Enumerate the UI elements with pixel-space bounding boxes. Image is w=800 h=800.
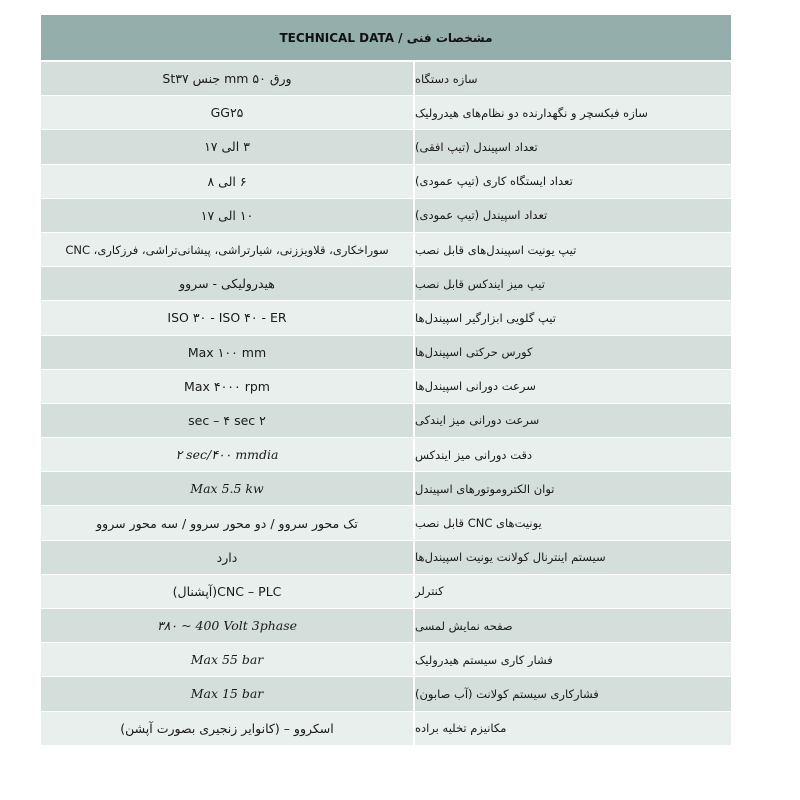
label-cell: فشارکاری سیستم کولانت (آب صابون) — [415, 677, 731, 710]
table-row — [41, 506, 731, 540]
label-cell: تعداد اسپیندل (تیپ عمودی) — [415, 199, 731, 232]
table-row — [41, 199, 731, 233]
label-cell: تعداد اسپیندل (تیپ افقی) — [415, 130, 731, 163]
value-cell: ۲ sec/۴۰۰ mmdia — [41, 438, 415, 471]
table-row — [41, 233, 731, 267]
table-row — [41, 370, 731, 404]
value-cell: ۶ الی ۸ — [41, 165, 415, 198]
table-row — [41, 541, 731, 575]
label-cell: تیپ میز ایندکس قابل نصب — [415, 267, 731, 300]
value-cell: دارد — [41, 541, 415, 574]
label-cell: سرعت دورانی میز ایندکی — [415, 404, 731, 437]
value-cell: ۳۸۰ ~ 400 Volt 3phase — [41, 609, 415, 642]
table-row — [41, 62, 731, 96]
label-cell: سازه دستگاه — [415, 62, 731, 95]
value-cell: Max 15 bar — [41, 677, 415, 710]
label-cell: مکانیزم تخلیه براده — [415, 712, 731, 745]
value-cell: ISO ۳۰ - ISO ۴۰ - ER — [41, 301, 415, 334]
label-cell: تیپ گلویی ابزارگیر اسپیندل‌ها — [415, 301, 731, 334]
label-cell: کورس حرکتی اسپیندل‌ها — [415, 336, 731, 369]
value-cell: تک محور سروو / دو محور سروو / سه محور سروو — [41, 506, 415, 539]
label-cell: تعداد ایستگاه کاری (تیپ عمودی) — [415, 165, 731, 198]
table-row — [41, 472, 731, 506]
label-cell: یونیت‌های CNC قابل نصب — [415, 506, 731, 539]
table-row — [41, 404, 731, 438]
value-cell: هیدرولیکی - سروو — [41, 267, 415, 300]
table-title: TECHNICAL DATA / مشخصات فنی — [41, 15, 731, 62]
label-cell: صفحه نمایش لمسی — [415, 609, 731, 642]
table-row — [41, 575, 731, 609]
value-cell: ۲ sec – ۴ sec — [41, 404, 415, 437]
technical-data-table — [41, 15, 731, 746]
table-row — [41, 438, 731, 472]
value-cell: Max 5.5 kw — [41, 472, 415, 505]
table-row — [41, 165, 731, 199]
label-cell: سیستم اینترنال کولانت یونیت اسپیندل‌ها — [415, 541, 731, 574]
value-cell: Max ۴۰۰۰ rpm — [41, 370, 415, 403]
value-cell: سوراخکاری، قلاویززنی، شیارتراشی، پیشانی‌تراشی، فرزکاری، CNC — [41, 233, 415, 266]
table-row — [41, 677, 731, 711]
table-row — [41, 336, 731, 370]
table-row — [41, 712, 731, 746]
label-cell: فشار کاری سیستم هیدرولیک — [415, 643, 731, 676]
table-row — [41, 301, 731, 335]
label-cell: کنترلر — [415, 575, 731, 608]
value-cell: ۱۰ الی ۱۷ — [41, 199, 415, 232]
value-cell: Max ۱۰۰ mm — [41, 336, 415, 369]
label-cell: سازه فیکسچر و نگهدارنده دو نظام‌های هیدرولیک — [415, 96, 731, 129]
value-cell: GG۲۵ — [41, 96, 415, 129]
table-row — [41, 267, 731, 301]
table-row — [41, 130, 731, 164]
value-cell: CNC – PLC(آپشنال) — [41, 575, 415, 608]
label-cell: سرعت دورانی اسپیندل‌ها — [415, 370, 731, 403]
table-row — [41, 643, 731, 677]
table-body — [41, 62, 731, 746]
value-cell: Max 55 bar — [41, 643, 415, 676]
label-cell: توان الکتروموتورهای اسپیندل — [415, 472, 731, 505]
label-cell: دقت دورانی میز ایندکس — [415, 438, 731, 471]
value-cell: اسکروو – (کانوایر زنجیری بصورت آپشن) — [41, 712, 415, 745]
table-row — [41, 609, 731, 643]
label-cell: تیپ یونیت اسپیندل‌های قابل نصب — [415, 233, 731, 266]
table-row — [41, 96, 731, 130]
value-cell: ورق ۵۰ mm جنس St۳۷ — [41, 62, 415, 95]
value-cell: ۳ الی ۱۷ — [41, 130, 415, 163]
